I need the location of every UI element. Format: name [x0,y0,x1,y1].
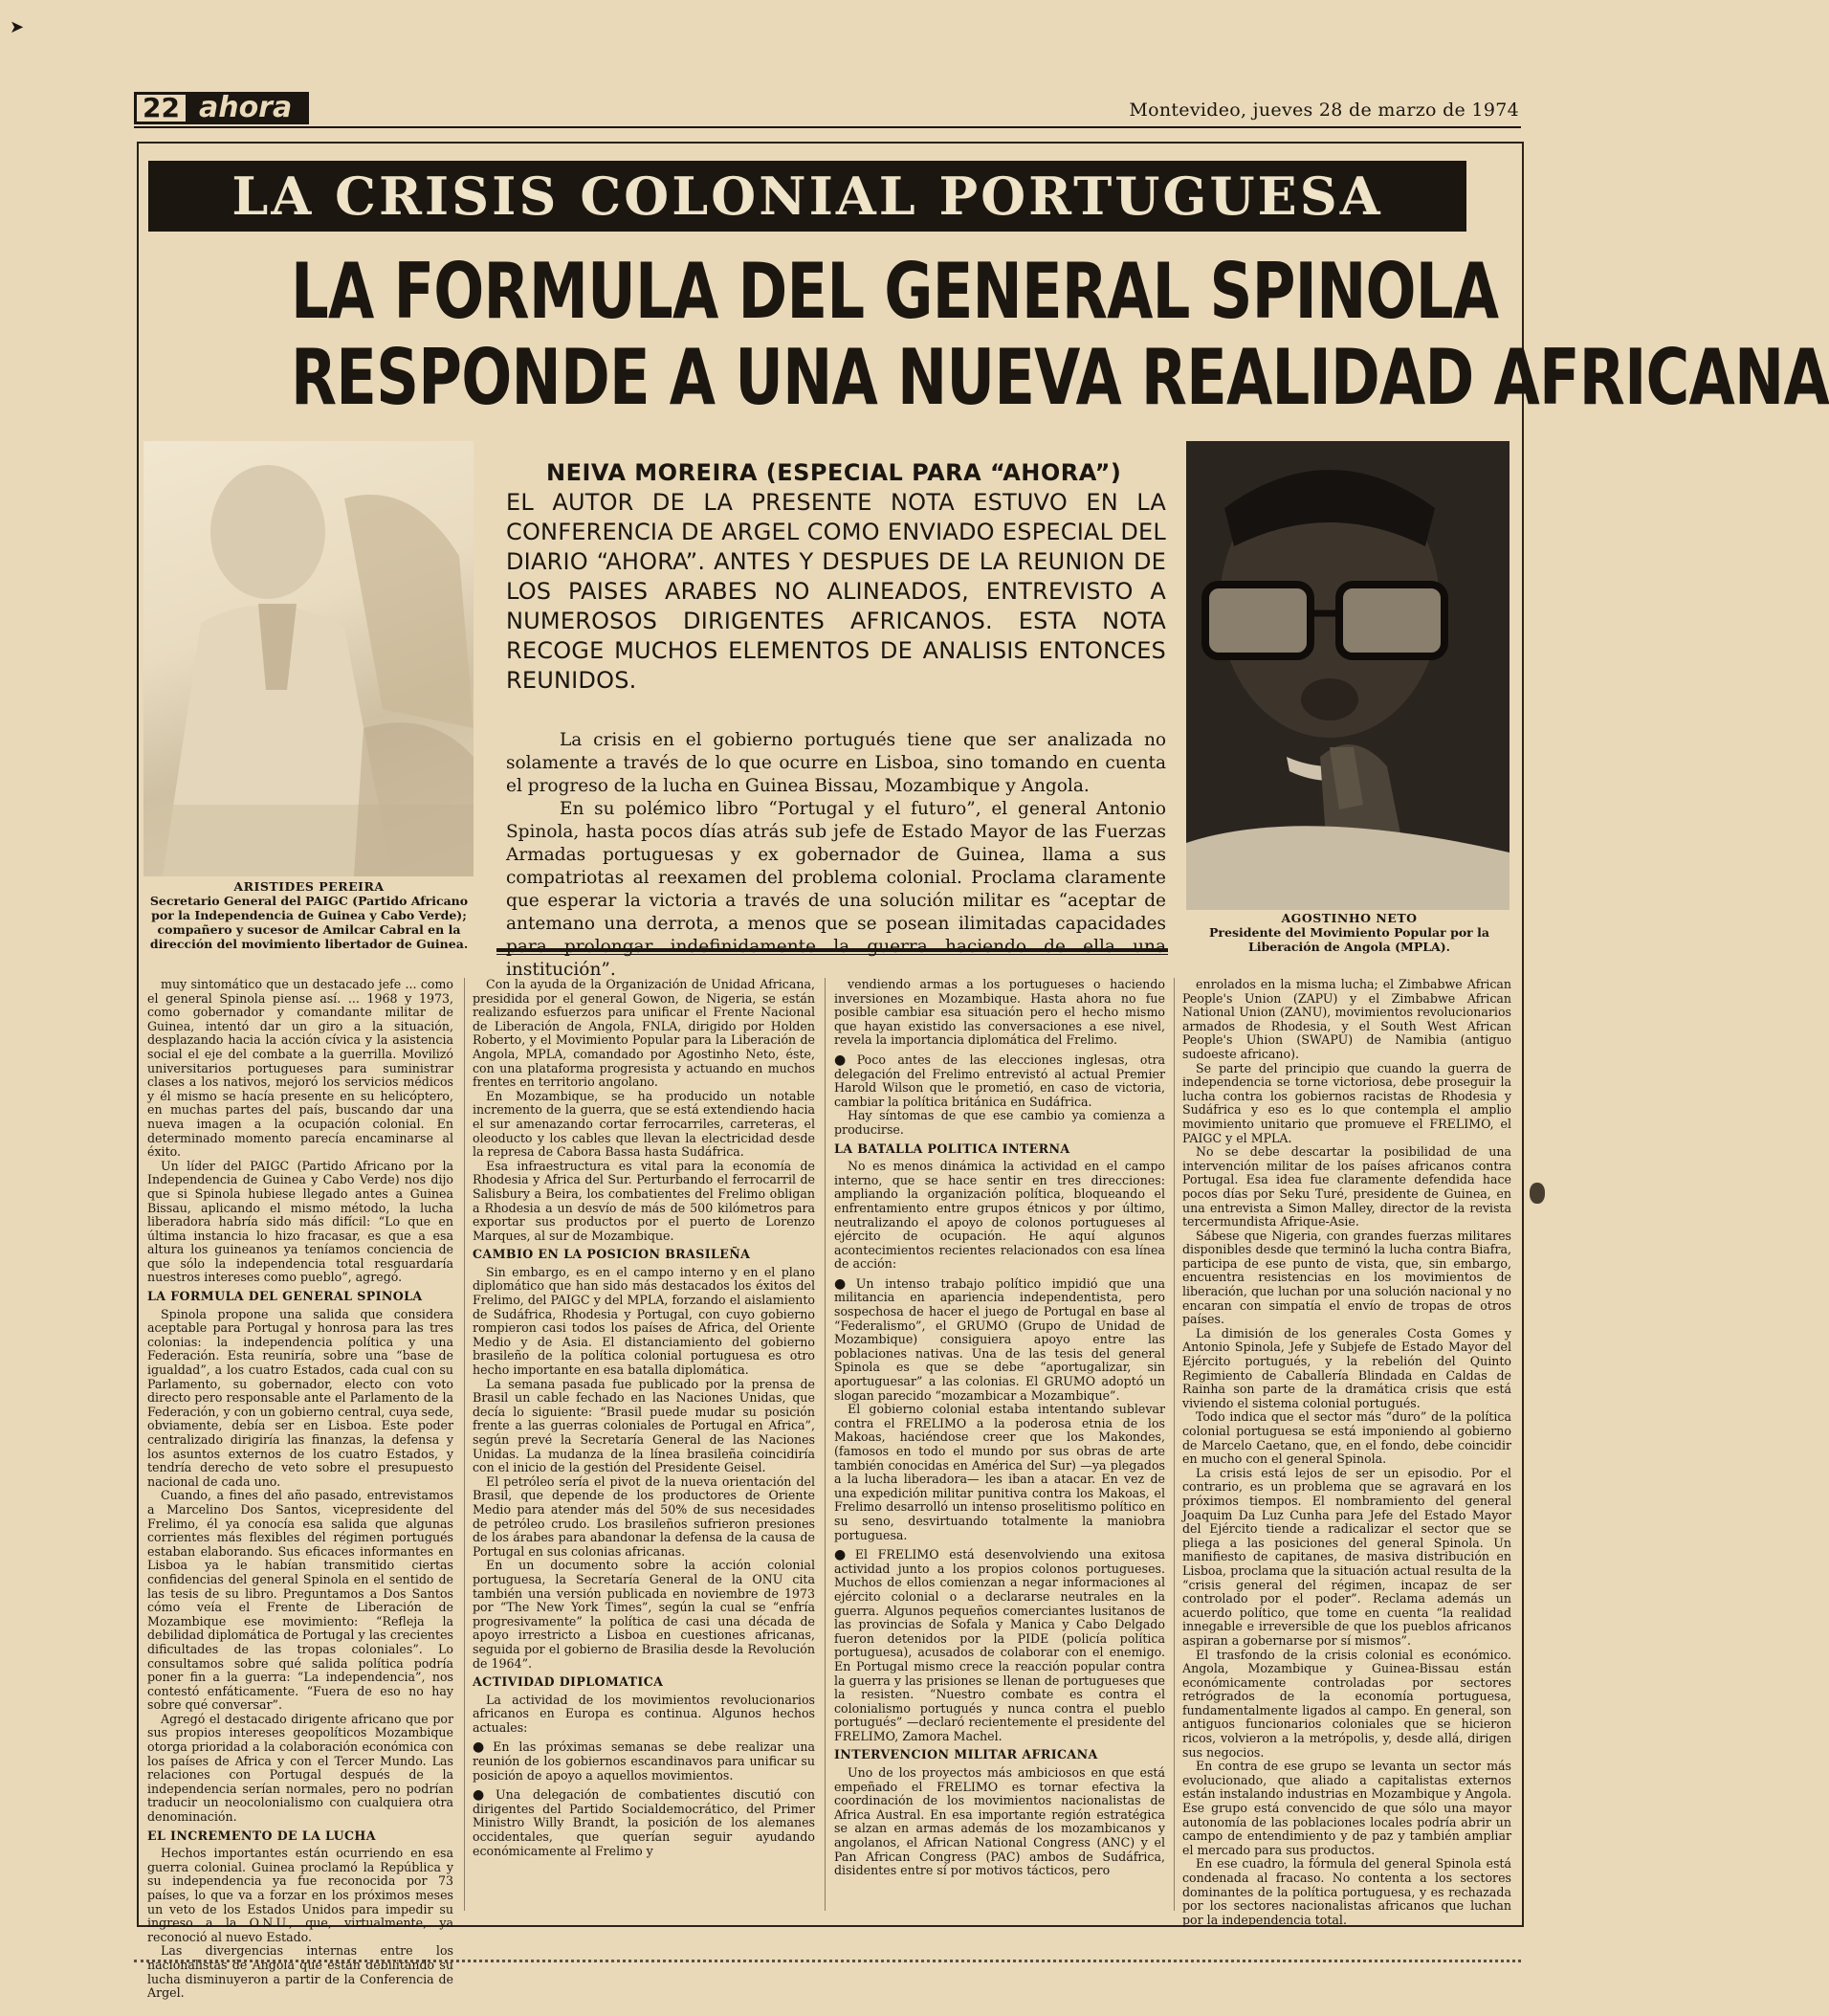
paragraph: Cuando, a fines del año pasado, entrevistamos a Marcelino Dos Santos, vicepresidente del Frelimo, él ya conocía esa salida que algunas corrientes más flexibles del régimen portugués estaban elaborando. Sus eficaces informantes en Lisboa ya le habían transmitido ciertas confidencias del general Spinola en el sentido de las tesis de su libro. Preguntamos a Dos Santos cómo veía el Frente de Liberación de Mozambique ese movimiento: “Refleja la debilidad diplomática de Portugal y las crecientes dificultades de las tropas coloniales”. Lo consultamos sobre qué salida política podría poner fin a la guerra: “La independencia”, nos contestó enfáticamente. “Fuera de eso no hay sobre qué conversar”. [147,1488,453,1713]
paragraph: La semana pasada fue publicado por la prensa de Brasil un cable fechado en las Naciones Unidas, que decía lo siguiente: “Brasil puede mudar su posición frente a las guerras coloniales de Portugal en Africa”, según prevé la Secretaría General de las Naciones Unidas. La mudanza de la línea brasileña coincidiría con el inicio de la gestión del Presidente Geisel. [473,1376,815,1475]
caption-right [1184,911,1514,954]
paragraph: Hechos importantes están ocurriendo en esa guerra colonial. Guinea proclamó la República y su independencia ya fue reconocida por 73 países, lo que va a forzar en los próximos meses un veto de los Estados Unidos para impedir su ingreso a la O.N.U., que, virtualmente, ya reconoció al nuevo Estado. [147,1846,453,1944]
paragraph: Hay síntomas de que ese cambio ya comienza a producirse. [834,1108,1165,1137]
paragraph: Esa infraestructura es vital para la economía de Rhodesia y Africa del Sur. Perturbando el ferrocarril de Salisbury a Beira, los combatientes del Frelimo obligan a Rhodesia a un desvío de más de 500 kilómetros para exportar sus productos por el puerto de Lorenzo Marques, al sur de Mozambique. [473,1158,815,1243]
paragraph: Spinola propone una salida que considera aceptable para Portugal y honrosa para las tres colonias: la independencia política y una Federación. Esta reuniría, sobre una “base de igualdad”, a los cuatro Estados, cada cual con su Parlamento, su gobernador, electo con voto directo pero responsable ante el Parlamento de la Federación, y con un gobierno central, cuya sede, obviamente, debía ser en Lisboa. Este poder centralizado dirigiría las finanzas, la defensa y los asuntos externos de los cuatro Estados, y tendría derecho de veto sobre el presupuesto nacional de cada uno. [147,1306,453,1489]
paragraph: Sin embargo, es en el campo interno y en el plano diplomático que han sido más destacados los éxitos del Frelimo, del PAIGC y del MPLA, forzando el aislamiento de Sudáfrica, Rhodesia y Portugal, con cuyo gobierno rompieron casi todos los países de Africa, del Oriente Medio y de Asia. El distanciamiento del gobierno brasileño de la política colonial portuguesa es otro hecho importante en esa batalla diplomática. [473,1264,815,1378]
newspaper-logo: ahora [186,92,309,124]
paragraph: Con la ayuda de la Organización de Unidad Africana, presidida por el general Gowon, de Nigeria, se están realizando esfuerzos para unificar el Frente Nacional de Liberación de Angola, FNLA, dirigido por Holden Roberto, y el Movimiento Popular para la Liberación de Angola, MPLA, comandado por Agostinho Neto, éste, con una plataforma progresista y actuando en muchos frentes en territorio angolano. [473,977,815,1090]
column-divider [464,978,465,1911]
bullet-text: En las próximas semanas se debe realizar una reunión de los gobiernos escandinavos para unificar su posición de apoyo a aquellos movimientos. [473,1739,816,1783]
ink-spot [1530,1183,1545,1204]
bullet-item [473,1740,815,1783]
paragraph: En un documento sobre la acción colonial portuguesa, la Secretaría General de la ONU cita también una versión publicada en noviembre de 1973 por “The New York Times”, según la cual se “enfría progresivamente” la política de casi una década de apoyo irrestricto a Lisboa en cuestiones africanas, seguida por el gobierno de Brasilia desde la Revolución de 1964”. [473,1558,815,1671]
body-column-2 [473,978,815,1911]
bullet-item [473,1788,815,1858]
paragraph: Agregó el destacado dirigente africano que por sus propios intereses geopolíticos Mozambique otorga prioridad a la colaboración económica con los países de Africa y con el Tercer Mundo. Las relaciones con Portugal después de la independencia serían normales, pero no podrían traducir un neocolonialismo con cualquiera otra denominación. [147,1711,453,1825]
subheading: LA BATALLA POLITICA INTERNA [834,1141,1070,1156]
subheading: LA FORMULA DEL GENERAL SPINOLA [147,1289,423,1304]
caption-left [145,879,473,951]
lede-rule [496,948,1168,952]
bullet-item [834,1277,1165,1403]
body-column-1 [147,977,453,2001]
paragraph: En contra de ese grupo se levanta un sector más evolucionado, que aliado a capitalistas externos están instalando industrias en Mozambique y Angola. Ese grupo está convencido de que sólo una mayor autonomía de las poblaciones locales podría abrir un campo de entendimiento y de paz y también ampliar el mercado para sus productos. [1182,1759,1511,1857]
subheading: EL INCREMENTO DE LA LUCHA [147,1828,376,1843]
bullet-icon: ● [834,1275,853,1292]
lede-paragraph: La crisis en el gobierno portugués tiene que ser analizada no solamente a través de lo que ocurre en Lisboa, sino tomando en cuenta el progreso de la lucha en Guinea Bissau, Mozambique y Angola. [506,730,1166,796]
paragraph: No es menos dinámica la actividad en el campo interno, que se hace sentir en tres direcciones: ampliando la organización política, bloqueando el enfrentamiento entre grupos étnicos y por último, neutralizando el apoyo de colonos portugueses al ejército de ocupación. He aquí algunos acontecimientos recientes relacionados con esa línea de acción: [834,1159,1165,1272]
bullet-icon: ● [834,1547,852,1563]
masthead-rule [134,126,1521,128]
lede [506,729,1166,982]
paragraph: Todo indica que el sector más “duro” de la política colonial portuguesa se está imponiendo al gobierno de Marcelo Caetano, que, en el fondo, debe coincidir en mucho con el general Spinola. [1182,1409,1511,1467]
paragraph: Se parte del principio que cuando la guerra de independencia se torne victoriosa, debe proseguir la lucha contra los gobiernos racistas de Rhodesia y Sudáfrica y eso es lo que contempla el amplio movimiento unitario que promueve el FRELIMO, el PAIGC y el MPLA. [1182,1060,1511,1145]
page-number: 22 [134,92,188,124]
bullet-icon: ● [473,1739,491,1756]
paragraph: El gobierno colonial estaba intentando sublevar contra el FRELIMO a la poderosa etnia de los Makoas, haciéndose creer que los Makondes, (famosos en todo el mundo por sus obras de arte también conocidas en América del Sur) —ya plegados a la lucha liberadora— les iban a atacar. En vez de una expedición militar punitiva contra los Makoas, el Frelimo desarrolló un intenso proselitismo político en su seno, desvirtuando totalmente la maniobra portuguesa. [834,1402,1165,1542]
masthead [134,92,309,124]
byline: NEIVA MOREIRA (ESPECIAL PARA “AHORA”) [546,459,1122,486]
paragraph: Sábese que Nigeria, con grandes fuerzas militares disponibles desde que terminó la lucha contra Biafra, participa de ese punto de vista, que, sin embargo, encuentra resistencias en los movimientos de liberación, que luchan por una solución nacional y no encaran con simpatía el envío de tropas de otros países. [1182,1228,1511,1327]
column-divider [1174,978,1175,1911]
paragraph: vendiendo armas a los portugueses o haciendo inversiones en Mozambique. Hasta ahora no fue posible cambiar esa situación pero el hecho mismo que hayan existido las conversaciones a ese nivel, revela la importancia diplomática del Frelimo. [834,977,1165,1048]
headline-line-2: RESPONDE A UNA NUEVA REALIDAD AFRICANA [291,333,1829,422]
caption-right-name: AGOSTINHO NETO [1281,911,1418,925]
bullet-icon: ● [473,1787,494,1804]
bullet-item [834,1548,1165,1743]
paragraph: El petróleo sería el pivot de la nueva orientación del Brasil, que depende de los productores de Oriente Medio para atender más del 50% de sus necesidades de petróleo crudo. Los brasileños sufrieron presiones de los árabes para abandonar la defensa de la causa de Portugal en sus colonias africanas. [473,1473,815,1559]
paragraph: El trasfondo de la crisis colonial es económico. Angola, Mozambique y Guinea-Bissau están económicamente controladas por sectores retrógrados de la economía portuguesa, fundamentalmente ligados al campo. En general, son antiguos funcionarios coloniales que se hicieron ricos, volvieron a la metrópolis, y, desde allá, dirigen sus negocios. [1182,1647,1511,1760]
bullet-text: El FRELIMO está desenvolviendo una exitosa actividad junto a los propios colonos portugueses. Muchos de ellos comienzan a negar informaciones al ejército colonial o a declararse neutrales en la guerra. Algunos pequeños comerciantes lusitanos de las provincias de Sofala y Manica y Cabo Delgado fueron detenidos por la PIDE (policía política portuguesa), acusados de colaborar con el enemigo. En Portugal mismo crece la reacción popular contra la guerra y las prisiones se llenan de portugueses que la resisten. “Nuestro combate es contra el colonialismo portugués y nunca contra el pueblo portugués” —declaró recientemente el presidente del FRELIMO, Zamora Machel. [834,1547,1165,1743]
paragraph: Un líder del PAIGC (Partido Africano por la Independencia de Guinea y Cabo Verde) nos dijo que si Spinola hubiese llegado antes a Guinea Bissau, aplicando el mismo método, la lucha liberadora habría sido más difícil: “Lo que en última instancia lo hizo fracasar, es que a esa altura los guineanos ya teníamos conciencia de que sólo la independencia total resguardaría nuestros intereses como pueblo”, agregó. [147,1158,453,1285]
portrait-right-image [1186,441,1509,910]
photo-aristides-pereira [143,441,474,876]
dateline: Montevideo, jueves 28 de marzo de 1974 [1129,100,1519,121]
bullet-text: Una delegación de combatientes discutió con dirigentes del Partido Socialdemocrático, del Primer Ministro Willy Brandt, la posición de los alemanes occidentales, que querían seguir ayudando económicamente al Frelimo y [473,1787,815,1858]
portrait-left-image [143,441,474,876]
editor-intro: EL AUTOR DE LA PRESENTE NOTA ESTUVO EN LA CONFERENCIA DE ARGEL COMO ENVIADO ESPECIAL DEL DIARIO “AHORA”. ANTES Y DESPUES DE LA REUNION DE LOS PAISES ARABES NO ALINEADOS, ENTREVISTO A NUMEROSOS DIRIGENTES AFRICANOS. ESTA NOTA RECOGE MUCHOS ELEMENTOS DE ANALISIS ENTONCES REUNIDOS. [506,489,1166,694]
paragraph: En Mozambique, se ha producido un notable incremento de la guerra, que se está extendiendo hacia el sur amenazando cortar ferrocarriles, carreteras, el oleoducto y los cables que llevan la electricidad desde la represa de Cabora Bassa hasta Sudáfrica. [473,1088,815,1160]
bullet-text: Un intenso trabajo político impidió que una militancia en apariencia independentista, pero sospechosa de hacer el juego de Portugal en base al “Federalismo”, el GRUMO (Grupo de Unidad de Mozambique) consiguiera apoyo entre las poblaciones nativas. Una de las tesis del general Spinola es que se debe “aportugalizar, sin aportuguesar” a las colonias. El GRUMO adoptó un slogan parecido “mozambicar a Mozambique”. [834,1275,1165,1403]
perforation-line [134,1960,1521,1962]
column-divider [825,978,826,1911]
paragraph: La actividad de los movimientos revolucionarios africanos en Europa es continua. Algunos hechos actuales: [473,1692,815,1735]
paragraph: Las divergencias internas entre los nacionalistas de Angola que están debilitando su lucha disminuyeron a partir de la Conferencia de Argel. [147,1943,453,2001]
corner-arrow-icon: ➤ [10,17,25,37]
banner-text: LA CRISIS COLONIAL PORTUGUESA [231,166,1383,227]
caption-left-text: Secretario General del PAIGC (Partido Africano por la Independencia de Guinea y Cabo Verde); compañero y sucesor de Amilcar Cabral en la dirección del movimiento libertador de Guinea. [149,894,469,951]
paragraph: La dimisión de los generales Costa Gomes y Antonio Spinola, Jefe y Subjefe de Estado Mayor del Ejército portugués, y la rebelión del Quinto Regimiento de Caballería Blindada en Caldas de Rainha son parte de la dramática crisis que está viviendo el sistema colonial portugués. [1182,1325,1511,1410]
subheading: ACTIVIDAD DIPLOMATICA [473,1674,664,1690]
paragraph: En ese cuadro, la fórmula del general Spinola está condenada al fracaso. No contenta a los sectores dominantes de la política portuguesa, y es rechazada por los sectores nacionalistas africanos que luchan por la independencia total. [1182,1856,1511,1927]
lede-paragraph: En su polémico libro “Portugal y el futuro”, el general Antonio Spinola, hasta pocos días atrás sub jefe de Estado Mayor de las Fuerzas Armadas portuguesas y ex gobernador de Guinea, llama a sus compatriotas al reexamen del problema colonial. Proclama claramente que esperar la victoria a través de una solución militar es “aceptar de antemano una derrota, a menos que se posean ilimitadas capacidades para prolongar indefinidamente la guerra haciendo de ella una institución”. [506,799,1166,980]
caption-left-name: ARISTIDES PEREIRA [233,879,385,894]
caption-right-text: Presidente del Movimiento Popular por la Liberación de Angola (MPLA). [1209,925,1489,954]
photo-agostinho-neto [1186,441,1509,910]
paragraph: Uno de los proyectos más ambiciosos en que está empeñado el FRELIMO es tornar efectiva la coordinación de los movimientos nacionalistas de Africa Austral. En esa importante región estratégica se alzan en armas además de los mozambicanos y angolanos, el African National Congress (ANC) y el Pan African Congress (PAC) ambos de Sudáfrica, disidentes entre sí por motivos tácticos, pero [834,1765,1165,1878]
bullet-text: Poco antes de las elecciones inglesas, otra delegación del Frelimo entrevistó al actual Premier Harold Wilson que le prometió, en caso de victoria, cambiar la política británica en Sudáfrica. [834,1052,1165,1109]
subheading: INTERVENCION MILITAR AFRICANA [834,1747,1098,1762]
subheading: CAMBIO EN LA POSICION BRASILEÑA [473,1247,751,1262]
lede-rule-thin [496,954,1168,955]
paragraph: muy sintomático que un destacado jefe ... como el general Spinola piense así. ... 1968 y 1973, como gobernador y comandante militar de Guinea, intentó dar un giro a la situación, desplazando hacia la acción cívica y la asistencia social el eje del combate a la guerrilla. Movilizó universitarios portugueses para suministrar clases a los nativos, mejoró los servicios médicos y él mismo se hacía presente en su helicóptero, en muchas partes del país, buscando dar una nueva imagen a la ocupación colonial. En determinado momento parecía encaminarse al éxito. [147,977,453,1160]
paragraph: No se debe descartar la posibilidad de una intervención militar de los países africanos contra Portugal. Esa idea fue claramente defendida hace pocos días por Seku Turé, presidente de Guinea, en una entrevista a Simon Malley, director de la revista tercermundista Afrique-Asie. [1182,1144,1511,1230]
headline-line-1: LA FORMULA DEL GENERAL SPINOLA [291,247,1499,336]
bullet-icon: ● [834,1052,854,1068]
body-column-4 [1182,977,1511,1927]
bullet-item [834,1053,1165,1109]
paragraph: enrolados en la misma lucha; el Zimbabwe African People's Union (ZAPU) y el Zimbabwe African National Union (ZANU), movimientos revolucionarios armados de Rhodesia, y el South West African People's Uhion (SWAPU) de Namibia (antiguo sudoeste africano). [1182,977,1511,1061]
section-banner [148,161,1466,232]
paragraph: La crisis está lejos de ser un episodio. Por el contrario, es un problema que se agravará en los próximos tiempos. El nombramiento del general Joaquim Da Luz Cunha para Jefe del Estado Mayor del Ejército tiende a radicalizar el sector que se pliega a las posiciones del general Spinola. Un manifiesto de capitanes, de masiva distribución en Lisboa, proclama que la situación actual resulta de la “crisis general del régimen, incapaz de ser controlado por el poder”. Reclama además un acuerdo político, que tome en cuenta “la realidad innegable e irreversible de que los pueblos africanos aspiran a gobernarse por sí mismos”. [1182,1465,1511,1648]
body-column-3 [834,978,1165,1911]
